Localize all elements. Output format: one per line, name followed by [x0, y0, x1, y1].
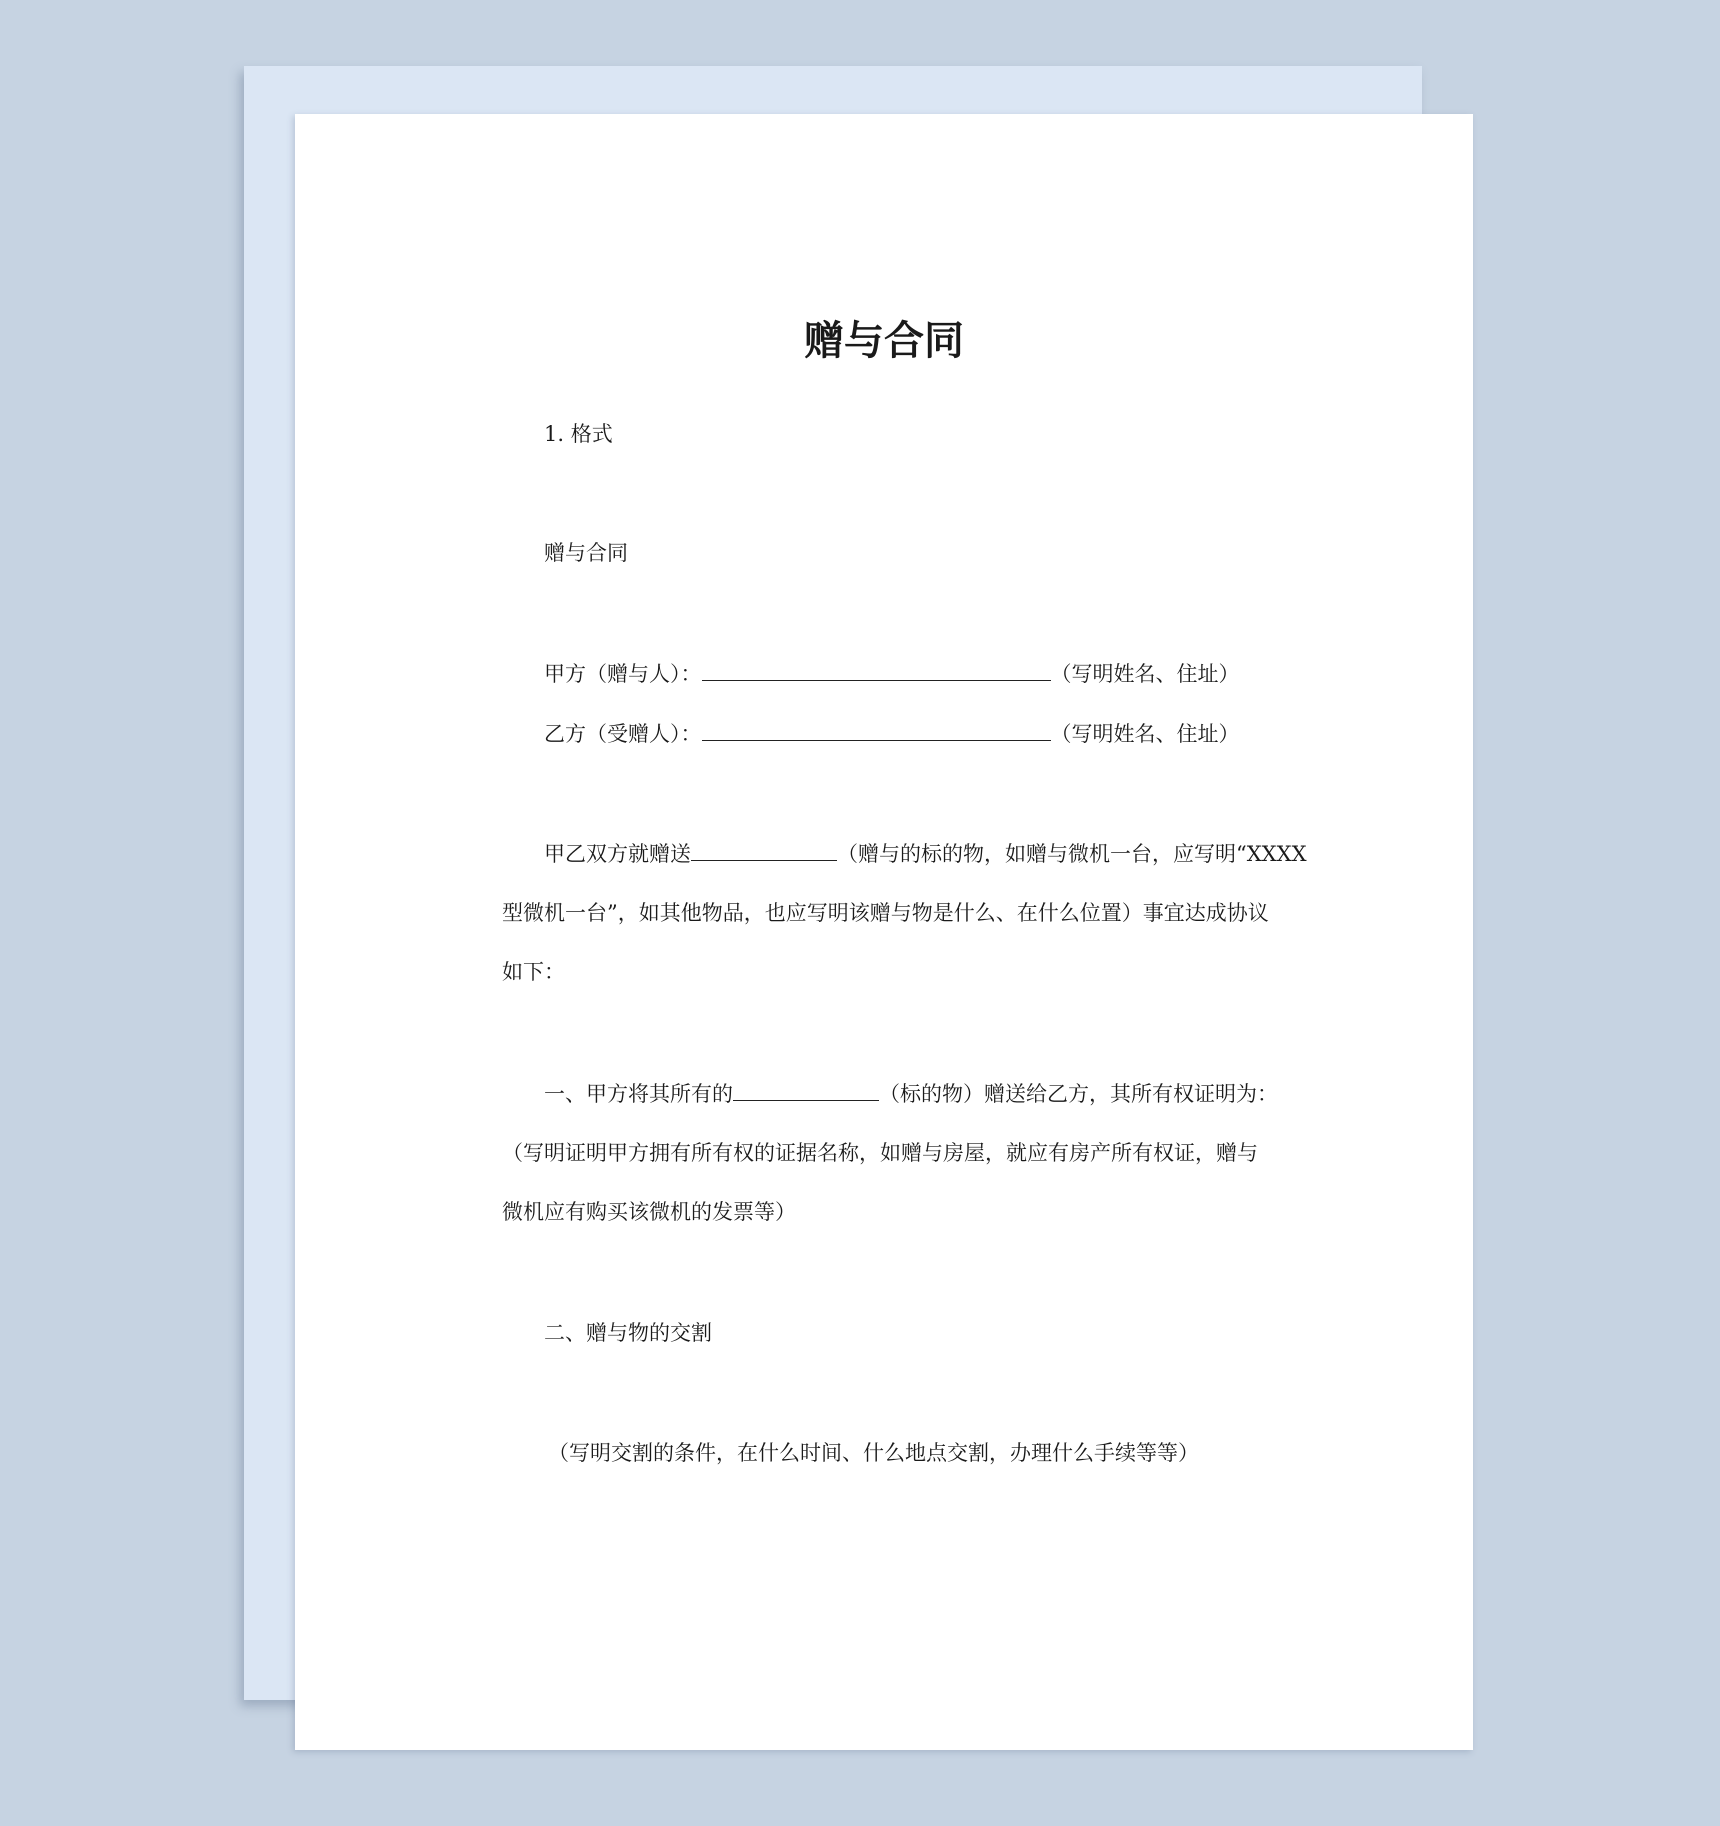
intro-line-1: [544, 838, 1307, 869]
gift-item-blank[interactable]: [691, 838, 837, 861]
subtitle: 赠与合同: [544, 541, 628, 565]
document-title: 赠与合同: [804, 318, 964, 364]
party-a-blank[interactable]: [702, 658, 1051, 681]
party-a-hint: （写明姓名、住址）: [1050, 662, 1240, 686]
party-b-label: 乙方（受赠人）：: [544, 722, 702, 746]
party-b-line: [544, 718, 1240, 749]
clause-2-body: （写明交割的条件，在什么时间、什么地点交割，办理什么手续等等）: [548, 1441, 1199, 1465]
party-b-hint: （写明姓名、住址）: [1050, 722, 1240, 746]
section-format: 1. 格式: [544, 422, 613, 446]
party-b-blank[interactable]: [702, 718, 1051, 741]
clause-1-line-2: （写明证明甲方拥有所有权的证据名称，如赠与房屋，就应有房产所有权证，赠与: [502, 1141, 1258, 1165]
clause-2-heading: 二、赠与物的交割: [544, 1321, 712, 1345]
party-a-line: [544, 658, 1240, 689]
subject-matter-blank[interactable]: [733, 1078, 879, 1101]
clause-1-line-1: [544, 1078, 1278, 1109]
clause-1-line-3: 微机应有购买该微机的发票等）: [502, 1200, 796, 1224]
intro-line-2: 型微机一台”，如其他物品，也应写明该赠与物是什么、在什么位置）事宜达成协议: [502, 901, 1269, 925]
document-page: [295, 114, 1473, 1750]
clause-1-text-a: 一、甲方将其所有的: [544, 1082, 733, 1106]
intro-text-b: （赠与的标的物，如赠与微机一台，应写明“XXXX: [837, 842, 1307, 866]
party-a-label: 甲方（赠与人）：: [544, 662, 702, 686]
intro-line-3: 如下：: [502, 960, 565, 984]
clause-1-text-b: （标的物）赠送给乙方，其所有权证明为：: [879, 1082, 1278, 1106]
intro-text-a: 甲乙双方就赠送: [544, 842, 691, 866]
